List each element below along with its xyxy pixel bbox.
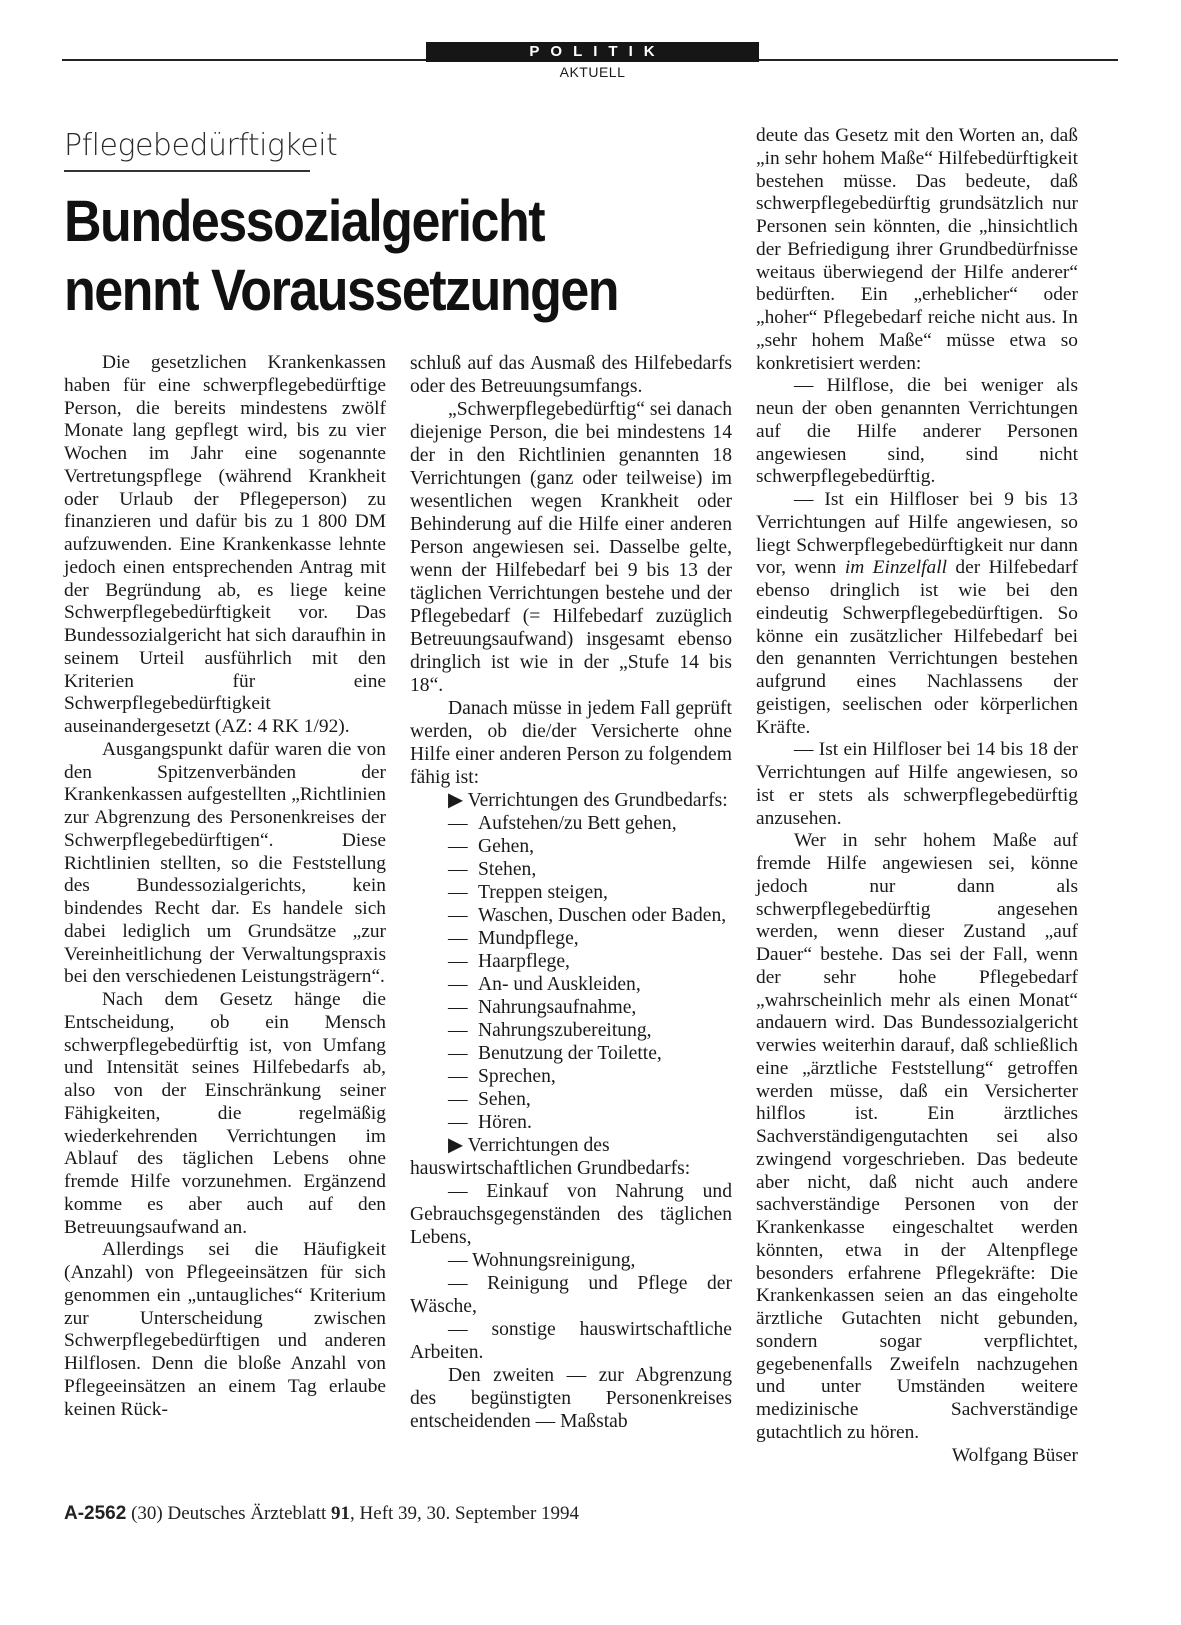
paragraph: Allerdings sei die Häufigkeit (Anzahl) von Pflegeeinsätzen für sich genommen ein „untaugliches“ Kriterium zur Unterscheidung zwischen Schwerpflegebedürftigen und anderen Hilflosen. Denn die bloße Anzahl von Pflegeeinsätzen an einem Tag erlaube keinen Rück- [64,1239,386,1420]
list-item: — Nahrungszubereitung, [448,1020,652,1041]
list-item: — Aufstehen/zu Bett gehen, [448,813,677,834]
volume-number: 91 [331,1503,351,1524]
issue-info: , Heft 39, 30. September 1994 [350,1503,580,1524]
author-signature: Wolfgang Büser [951,1444,1078,1466]
list-item: — Haarpflege, [448,951,570,972]
section-label: POLITIK [426,42,759,62]
column-3 [756,125,1078,1467]
list-item: — Stehen, [448,859,537,880]
criteria-item: — Hilflose, die bei weniger als neun der oben genannten Verrichtungen auf die Hilfe anderer Personen angewiesen sind, sind nicht schwerpflegebedürftig. [756,375,1078,488]
list-item: — Waschen, Duschen oder Baden, [448,905,727,926]
kicker-underline [64,170,310,172]
article-kicker: Pflegebedürftigkeit [64,128,338,163]
list-item: — Gehen, [448,836,535,857]
emphasis: im Einzelfall [844,557,947,579]
list-item: — Nahrungsaufnahme, [448,997,637,1018]
list-heading-household-needs: ▶ Verrichtungen des hauswirtschaftlichen Grundbedarfs: [410,1135,691,1179]
list-item: — Sehen, [448,1089,531,1110]
list-item: — Einkauf von Nahrung und Gebrauchsgegenständen des täglichen Lebens, [410,1181,732,1248]
list-item: — Wohnungsreinigung, [448,1250,636,1271]
paragraph: Ausgangspunkt dafür waren die von den Spitzenverbänden der Krankenkassen aufgestellten „Richtlinien zur Abgrenzung des Personenkreises der Schwerpflegebedürftigen“. Diese Richtlinien stellten, so die Feststellung des Bundessozialgerichts, kein bindendes Recht dar. Es handele sich dabei lediglich um Grundsätze „zur Vereinheitlichung der Verwaltungspraxis bei den verschiedenen Leistungsträgern“. [64,738,386,988]
criteria-item: — Ist ein Hilfloser bei 9 bis 13 Verrichtungen auf Hilfe angewiesen, so liegt Schwerpflegebedürftigkeit nur dann vor, wenn im Einzelfall der Hilfebedarf ebenso dringlich ist wie bei den eindeutig Schwerpflegebedürftigen. So könne ein zusätzlicher Hilfebedarf bei den genannten Verrichtungen bestehen aufgrund eines Nachlassens der geistigen, seelischen oder körperlichen Kräfte. [756,489,1078,738]
list-heading-basic-needs: ▶ Verrichtungen des Grundbedarfs: [448,790,728,811]
list-item: — Mundpflege, [448,928,579,949]
list-item: — Treppen steigen, [448,882,608,903]
paragraph: „Schwerpflegebedürftig“ sei danach diejenige Person, die bei mindestens 14 der in den Richtlinien genannten 18 Verrichtungen (ganz oder teilweise) im wesentlichen wegen Krankheit oder Behinderung auf die Hilfe einer anderen Person angewiesen sei. Dasselbe gelte, wenn der Hilfebedarf bei 9 bis 13 der täglichen Verrichtungen bestehe und der Pflegebedarf (= Hilfebedarf zuzüglich Betreuungsaufwand) insgesamt ebenso dringlich ist wie in der „Stufe 14 bis 18“. [410,399,732,696]
list-basic-needs [410,812,732,1134]
list-item: — Benutzung der Toilette, [448,1043,662,1064]
paragraph: deute das Gesetz mit den Worten an, daß „in sehr hohem Maße“ Hilfebedürftigkeit bestehen müsse. Das bedeute, daß schwerpflegebedürftig grundsätzlich nur Personen sein könnten, die „hinsichtlich der Befriedigung ihrer Grundbedürfnisse weitaus überwiegend der Hilfe anderer“ bedürften. Ein „erheblicher“ oder „hoher“ Pflegebedarf reiche nicht aus. In „sehr hohem Maße“ müsse etwa so konkretisiert werden: [756,125,1078,374]
paragraph: Danach müsse in jedem Fall geprüft werden, ob die/der Versicherte ohne Hilfe einer anderen Person zu folgendem fähig ist: [410,698,732,788]
journal-name: (30) Deutsches Ärzteblatt [131,1503,327,1524]
headline-line-2: nennt Voraussetzungen [64,258,619,324]
paragraph: Wer in sehr hohem Maße auf fremde Hilfe angewiesen sei, könne jedoch nur dann als schwerpflegebedürftig angesehen werden, wenn dieser Zustand „auf Dauer“ bestehe. Das sei der Fall, wenn der sehr hohe Pflegebedarf „wahrscheinlich mehr als einen Monat“ andauern wird. Das Bundessozialgericht verwies weiterhin darauf, daß schließlich eine „ärztliche Feststellung“ getroffen werden müsse, daß ein Versicherter hilflos ist. Ein ärztliches Sachverständigengutachten sei also zwingend vorgeschrieben. Das bedeute aber nicht, daß nicht auch andere sachverständige Personen von der Krankenkasse eingeschaltet werden könnten, etwa in der Altenpflege besonders erfahrene Pflegekräfte: Die Krankenkassen seien an das eingeholte ärztliche Gutachten nicht gebunden, sondern sogar verpflichtet, gegebenenfalls Zweifeln nachzugehen und unter Umständen weitere medizinische Sachverständige gutachtlich zu hören. [756,830,1078,1443]
column-2 [410,352,732,1433]
headline-line-1: Bundessozialgericht [64,189,545,255]
page-number: A-2562 [64,1503,127,1524]
article-headline [64,187,764,326]
subsection-label: AKTUELL [559,64,626,80]
list-item: — Hören. [448,1112,532,1133]
paragraph: Den zweiten — zur Abgrenzung des begünstigten Personenkreises entscheidenden — Maßstab [410,1365,732,1432]
page-footer [64,1503,579,1525]
list-item: — sonstige hauswirtschaftliche Arbeiten. [410,1319,732,1363]
paragraph: Die gesetzlichen Krankenkassen haben für eine schwerpflegebedürftige Person, die bereits mindestens zwölf Monate lang gepflegt wird, bis zu vier Wochen im Jahr eine sogenannte Vertretungspflege (während Krankheit oder Urlaub der Pflegeperson) zu finanzieren und dafür bis zu 1 800 DM aufzuwenden. Eine Krankenkasse lehnte jedoch einen entsprechenden Antrag mit der Begründung ab, es liege keine Schwerpflegebedürftigkeit vor. Das Bundessozialgericht hat sich daraufhin in seinem Urteil ausführlich mit den Kriterien für eine Schwerpflegebedürftigkeit auseinandergesetzt (AZ: 4 RK 1/92). [64,352,386,737]
paragraph: schluß auf das Ausmaß des Hilfebedarfs oder des Betreuungsumfangs. [410,353,732,397]
column-1 [64,352,386,1421]
list-item: — An- und Auskleiden, [448,974,641,995]
list-item: — Sprechen, [448,1066,556,1087]
paragraph: Nach dem Gesetz hänge die Entscheidung, ob ein Mensch schwerpflegebedürftig ist, von Umfang und Intensität seines Hilfebedarfs ab, also von der Einschränkung seiner Fähigkeiten, die regelmäßig wiederkehrenden Verrichtungen im Ablauf des täglichen Lebens ohne fremde Hilfe vorzunehmen. Ergänzend komme es aber auch auf den Betreuungsaufwand an. [64,989,386,1238]
criteria-item: — Ist ein Hilfloser bei 14 bis 18 der Verrichtungen auf Hilfe angewiesen, so ist er stets als schwerpflegebedürftig anzusehen. [756,739,1078,829]
list-item: — Reinigung und Pflege der Wäsche, [410,1273,732,1317]
